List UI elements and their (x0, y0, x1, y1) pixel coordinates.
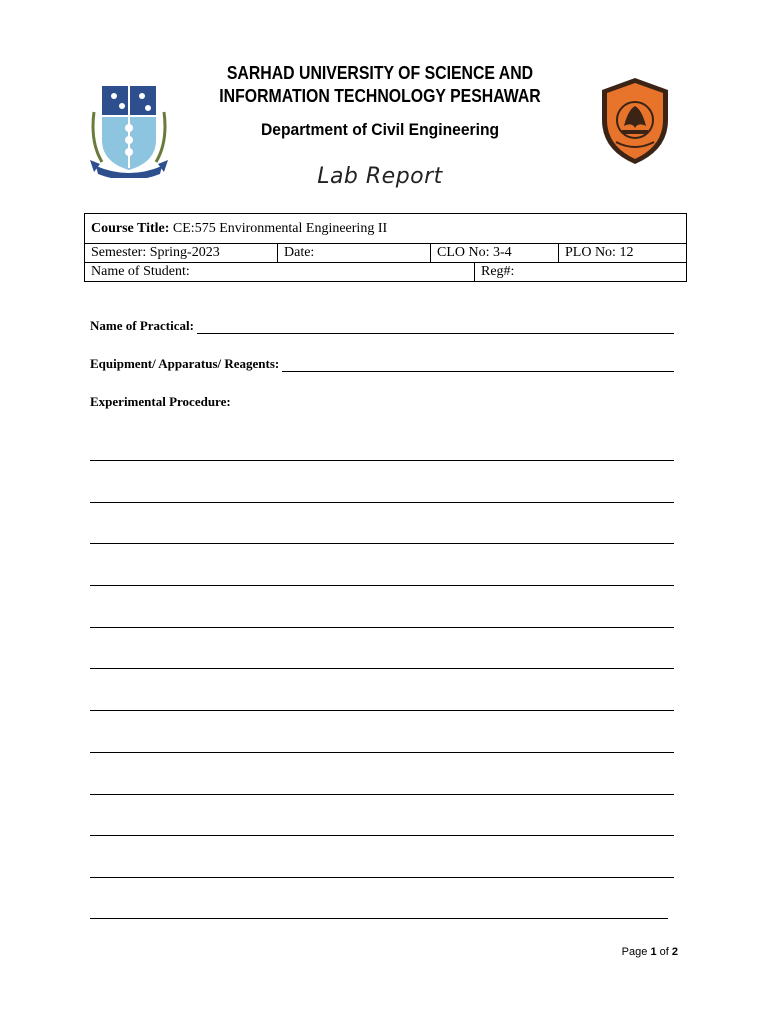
department-name: Department of Civil Engineering (260, 120, 500, 139)
university-name-line-2: INFORMATION TECHNOLOGY PESHAWAR (219, 86, 541, 106)
student-name-cell[interactable]: Name of Student: (85, 263, 475, 282)
right-university-logo (598, 76, 672, 166)
writing-line[interactable] (90, 460, 674, 461)
writing-line[interactable] (90, 668, 674, 669)
writing-line[interactable] (90, 627, 674, 628)
document-title: Lab Report (317, 164, 443, 189)
equipment-field[interactable] (90, 356, 674, 372)
page-total: 2 (671, 946, 678, 958)
university-name-line-1: SARHAD UNIVERSITY OF SCIENCE AND (226, 63, 534, 83)
plo-cell: PLO No: 12 (559, 244, 687, 263)
left-university-logo (88, 82, 170, 178)
procedure-label: Experimental Procedure: (90, 394, 231, 409)
equipment-blank[interactable] (282, 359, 674, 372)
page-word: Page (621, 946, 648, 958)
writing-line[interactable] (90, 752, 674, 753)
writing-line[interactable] (90, 502, 674, 503)
reg-number-cell[interactable]: Reg#: (475, 263, 687, 282)
procedure-heading (90, 394, 674, 410)
course-title-value: CE:575 Environmental Engineering II (172, 220, 388, 236)
course-title-row (85, 214, 687, 244)
page-number (560, 946, 678, 958)
equipment-label: Equipment/ Apparatus/ Reagents: (90, 356, 280, 371)
course-info-table (84, 213, 687, 282)
practical-name-label: Name of Practical: (90, 318, 194, 333)
date-cell[interactable]: Date: (278, 244, 431, 263)
writing-line[interactable] (90, 918, 668, 919)
university-name (204, 62, 556, 108)
student-row (85, 263, 687, 282)
semester-row (85, 244, 687, 263)
course-title-label: Course Title: (91, 220, 170, 236)
course-title-cell (85, 214, 687, 244)
writing-line[interactable] (90, 543, 674, 544)
writing-line[interactable] (90, 794, 674, 795)
writing-line[interactable] (90, 710, 674, 711)
clo-cell: CLO No: 3-4 (431, 244, 559, 263)
practical-name-blank[interactable] (197, 321, 674, 334)
semester-cell: Semester: Spring-2023 (85, 244, 278, 263)
writing-line[interactable] (90, 877, 674, 878)
page-current: 1 (650, 946, 657, 958)
page-of: of (659, 946, 669, 958)
writing-line[interactable] (90, 585, 674, 586)
practical-name-field[interactable] (90, 318, 674, 334)
writing-line[interactable] (90, 835, 674, 836)
